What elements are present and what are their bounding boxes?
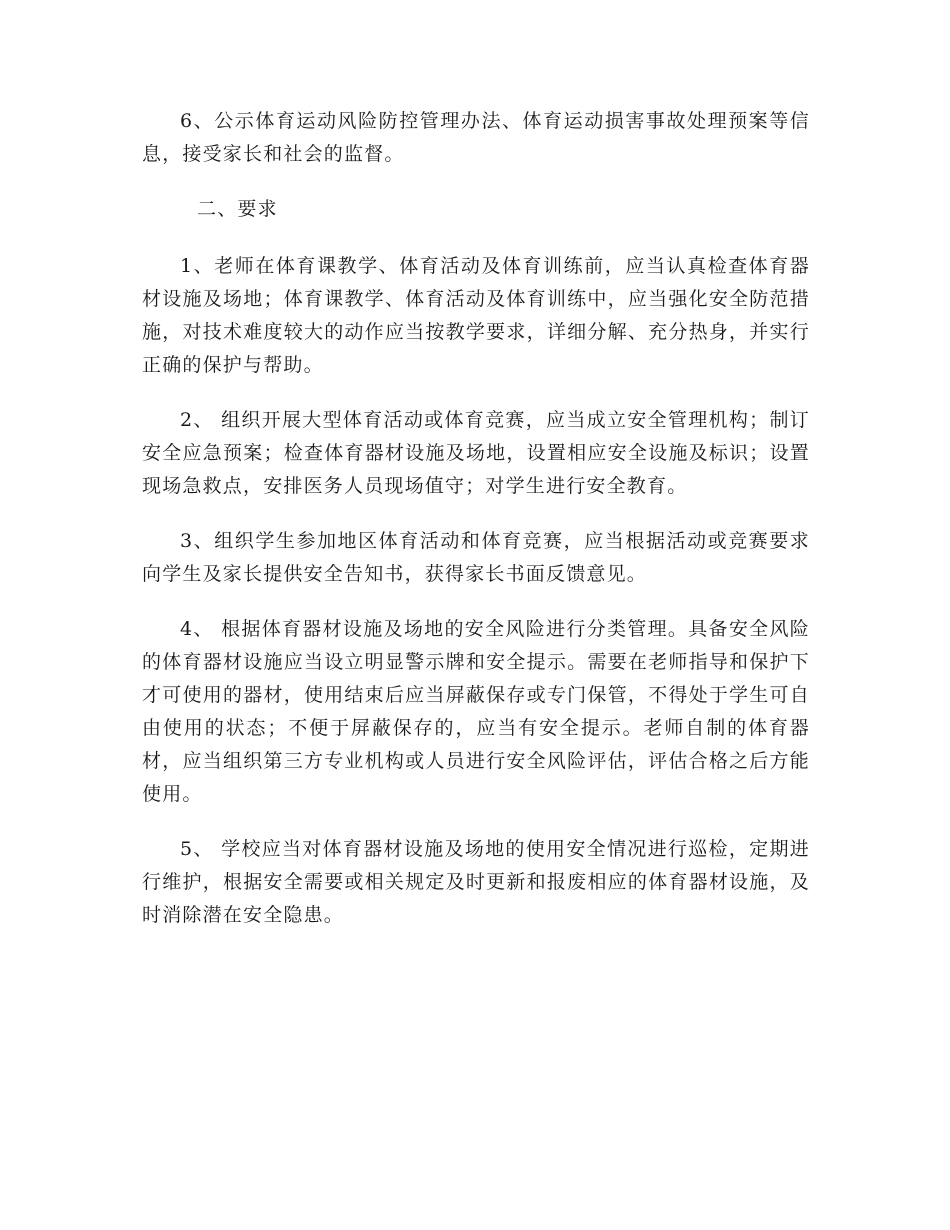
heading-text: 二、要求: [197, 198, 278, 220]
paragraph-text: 6、公示体育运动风险防控管理办法、体育运动损害事故处理预案等信息，接受家长和社会的监督。: [142, 110, 810, 165]
section-heading-requirements: [142, 193, 810, 226]
document-body: [142, 105, 810, 954]
paragraph-text: 2、 组织开展大型体育活动或体育竞赛，应当成立安全管理机构；制订安全应急预案；检查体育器材设施及场地，设置相应安全设施及标识；设置现场急救点，安排医务人员现场值守；对学生进行安全教育。: [142, 409, 810, 497]
paragraph-item-6-disclosure: [142, 105, 810, 171]
paragraph-requirement-1: [142, 250, 810, 382]
paragraph-text: 5、 学校应当对体育器材设施及场地的使用安全情况进行巡检，定期进行维护，根据安全需要或相关规定及时更新和报废相应的体育器材设施，及时消除潜在安全隐患。: [142, 838, 810, 926]
paragraph-text: 3、组织学生参加地区体育活动和体育竞赛，应当根据活动或竞赛要求向学生及家长提供安全告知书，获得家长书面反馈意见。: [142, 530, 810, 585]
paragraph-text: 1、老师在体育课教学、体育活动及体育训练前，应当认真检查体育器材设施及场地；体育课教学、体育活动及体育训练中，应当强化安全防范措施，对技术难度较大的动作应当按教学要求，详细分解、充分热身，并实行正确的保护与帮助。: [142, 255, 810, 376]
paragraph-requirement-2: [142, 404, 810, 503]
paragraph-requirement-4: [142, 613, 810, 811]
paragraph-requirement-3: [142, 525, 810, 591]
paragraph-text: 4、 根据体育器材设施及场地的安全风险进行分类管理。具备安全风险的体育器材设施应当设立明显警示牌和安全提示。需要在老师指导和保护下才可使用的器材，使用结束后应当屏蔽保存或专门保管，不得处于学生可自由使用的状态；不便于屏蔽保存的，应当有安全提示。老师自制的体育器材，应当组织第三方专业机构或人员进行安全风险评估，评估合格之后方能使用。: [142, 618, 810, 805]
paragraph-requirement-5: [142, 833, 810, 932]
